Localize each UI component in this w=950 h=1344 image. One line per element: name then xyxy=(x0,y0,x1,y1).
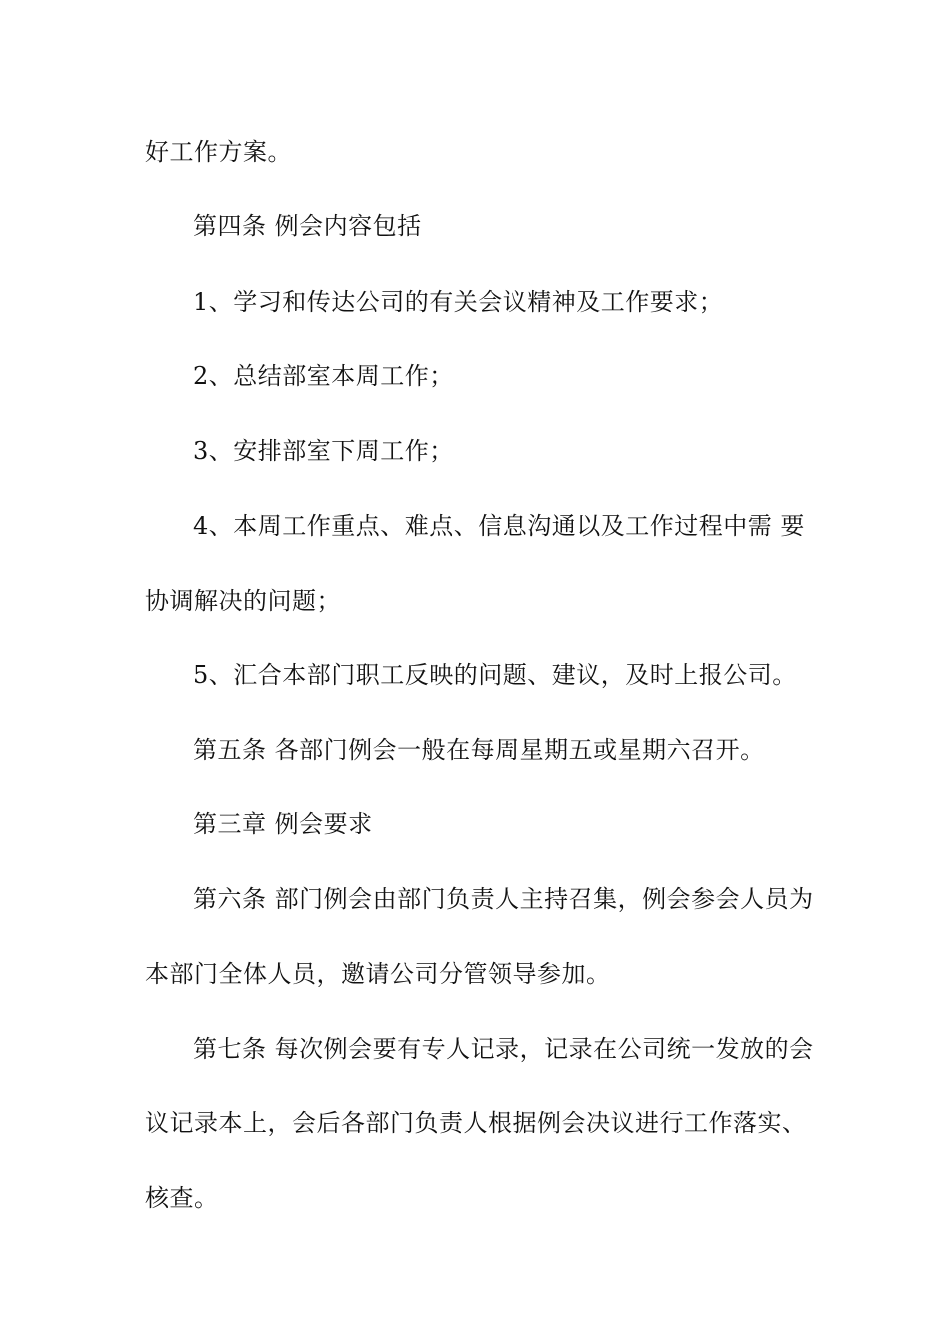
list-item: 3、安排部室下周工作； xyxy=(193,437,454,465)
body-text-line: 议记录本上，会后各部门负责人根据例会决议进行工作落实、 xyxy=(145,1109,807,1137)
body-text-line: 协调解决的问题； xyxy=(145,587,341,615)
article-paragraph: 第五条 各部门例会一般在每周星期五或星期六召开。 xyxy=(193,736,765,764)
body-text-line: 核查。 xyxy=(145,1184,219,1212)
list-item: 1、学习和传达公司的有关会议精神及工作要求； xyxy=(193,288,724,316)
article-heading: 第四条 例会内容包括 xyxy=(193,212,422,240)
article-paragraph: 第六条 部门例会由部门负责人主持召集，例会参会人员为 xyxy=(193,885,814,913)
chapter-heading: 第三章 例会要求 xyxy=(193,810,373,838)
article-paragraph: 第七条 每次例会要有专人记录，记录在公司统一发放的会 xyxy=(193,1035,814,1063)
list-item: 2、总结部室本周工作； xyxy=(193,362,454,390)
list-item: 4、本周工作重点、难点、信息沟通以及工作过程中需 要 xyxy=(193,512,805,540)
list-item: 5、汇合本部门职工反映的问题、建议，及时上报公司。 xyxy=(193,661,797,689)
body-text-line: 本部门全体人员，邀请公司分管领导参加。 xyxy=(145,960,611,988)
body-text-line: 好工作方案。 xyxy=(145,138,292,166)
